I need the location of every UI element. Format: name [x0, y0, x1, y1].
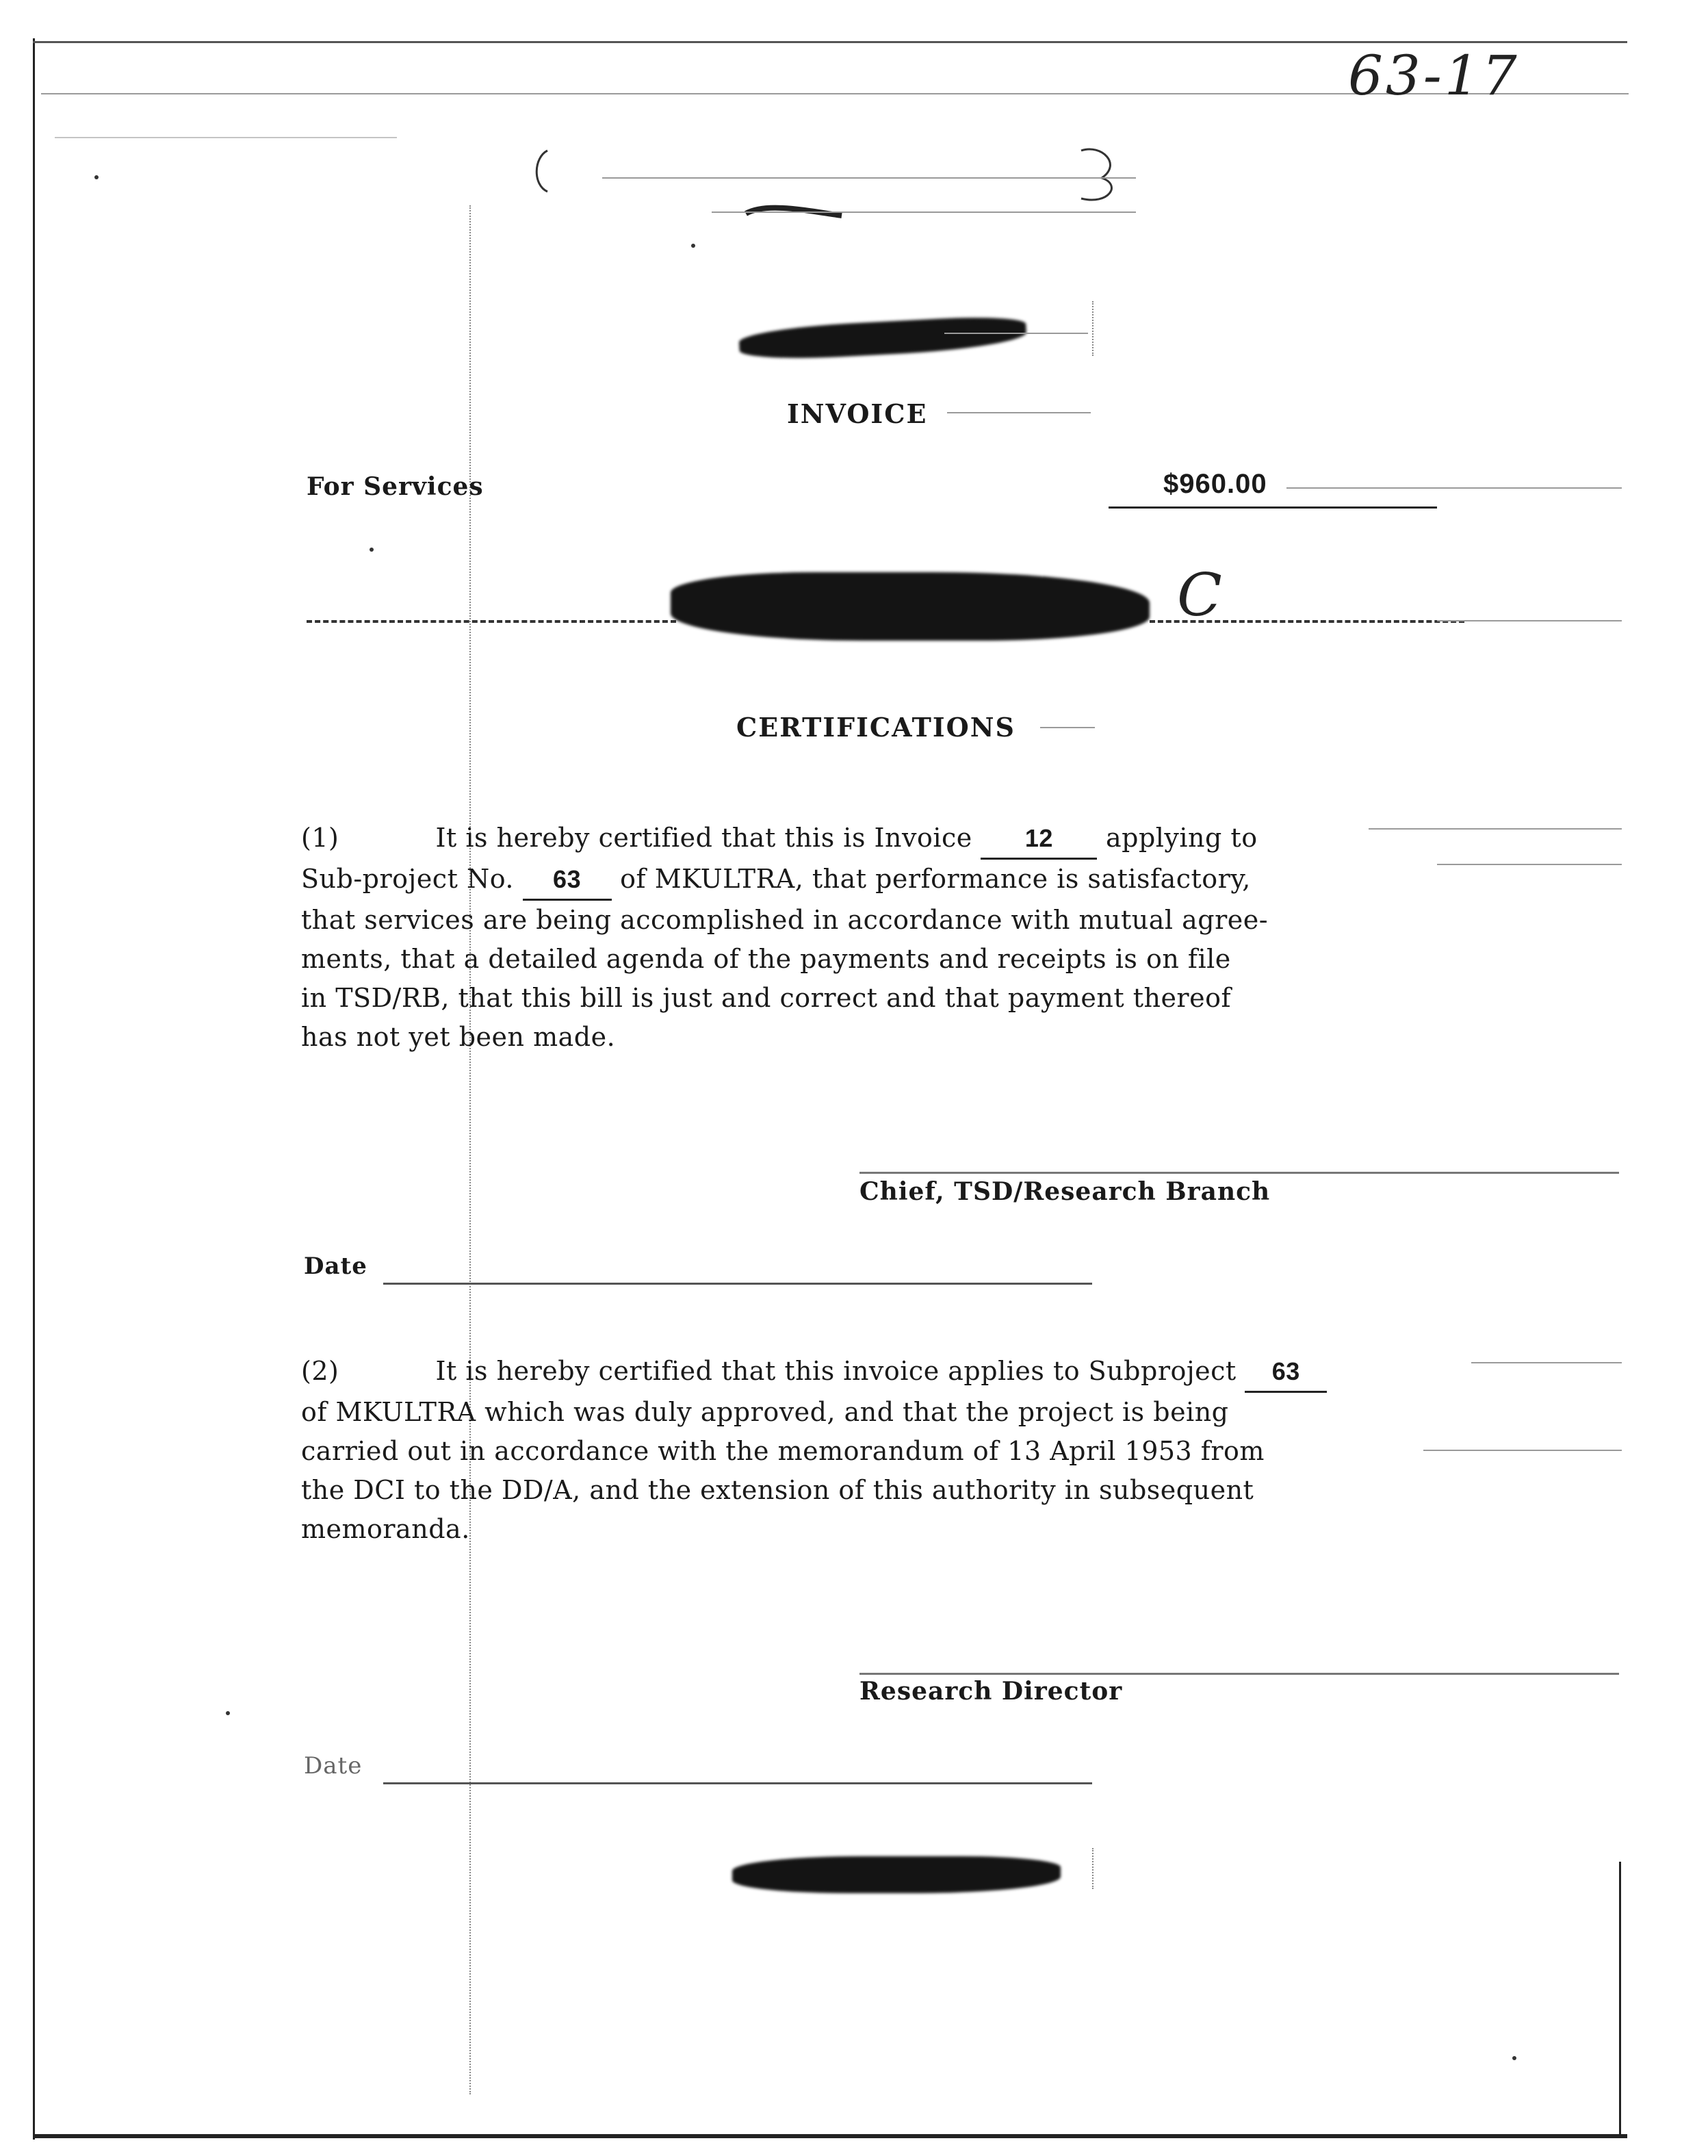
- top-border: [33, 41, 1627, 43]
- scan-line: [947, 412, 1091, 413]
- cert1-line-3: that services are being accomplished in accordance with mutual agree-: [301, 905, 1269, 935]
- date-line-1: [383, 1283, 1092, 1285]
- certification-1: [301, 819, 1464, 1057]
- certifications-heading: CERTIFICATIONS: [736, 712, 1015, 743]
- cert1-line-5: in TSD/RB, that this bill is just and correct and that payment thereof: [301, 983, 1232, 1013]
- cert1-line-6: has not yet been made.: [301, 1022, 616, 1052]
- scan-scribble-marks: [520, 137, 1136, 260]
- scan-speck: [94, 175, 99, 179]
- left-border: [33, 38, 35, 2140]
- cert1-line-2: [301, 860, 1464, 901]
- amount-underline: [1109, 506, 1437, 509]
- signature-1-title: Chief, TSD/Research Branch: [859, 1177, 1271, 1206]
- certification-2: [301, 1352, 1464, 1549]
- cert2-line-4: the DCI to the DD/A, and the extension of this authority in subsequent: [301, 1475, 1254, 1505]
- scan-line: [1286, 487, 1622, 489]
- cert1-text: It is hereby certified that this is Invoice: [435, 823, 972, 853]
- cert1-number: (1): [301, 823, 339, 853]
- cert1-subproject-number: 63: [523, 860, 612, 901]
- cert1-text: applying to: [1105, 823, 1258, 853]
- redaction-block: [671, 572, 1150, 641]
- cert2-line-2: of MKULTRA which was duly approved, and that the project is being: [301, 1397, 1229, 1427]
- bottom-border: [33, 2134, 1627, 2138]
- separator-dashes-left: [307, 620, 676, 623]
- cert2-line-5: memoranda.: [301, 1514, 470, 1544]
- scan-line: [1471, 1362, 1622, 1363]
- scan-speck: [1512, 2056, 1516, 2060]
- scan-line: [55, 137, 397, 138]
- scan-speck: [226, 1711, 230, 1715]
- scan-guide: [1092, 1848, 1094, 1889]
- cert1-invoice-number: 12: [981, 819, 1097, 860]
- cert1-text: Sub-project No.: [301, 864, 514, 894]
- scan-speck: [370, 548, 374, 552]
- signature-line-2: [859, 1673, 1619, 1675]
- cert1-line-4: ments, that a detailed agenda of the payments and receipts is on file: [301, 944, 1231, 974]
- invoice-title: INVOICE: [787, 398, 928, 429]
- scan-guide: [1092, 301, 1094, 356]
- cert2-line-1: [301, 1352, 1464, 1393]
- date-label-2: Date: [304, 1752, 363, 1780]
- cert2-subproject-number: 63: [1245, 1352, 1327, 1393]
- scan-line: [1437, 864, 1622, 865]
- handwritten-file-number: 63-17: [1348, 44, 1520, 107]
- date-line-2: [383, 1782, 1092, 1784]
- cert2-number: (2): [301, 1356, 339, 1386]
- separator-dashes-right: [1150, 620, 1464, 623]
- scan-line: [944, 333, 1088, 334]
- services-label: For Services: [307, 472, 484, 501]
- cert1-line-1: [301, 819, 1464, 860]
- redaction-block: [732, 1856, 1061, 1893]
- right-border-fragment: [1619, 1862, 1621, 2135]
- signature-line-1: [859, 1172, 1619, 1174]
- redaction-block: [738, 314, 1027, 362]
- scan-line: [1423, 1450, 1622, 1451]
- cert2-text: It is hereby certified that this invoice applies to Subproject: [435, 1356, 1237, 1386]
- cert2-line-3: carried out in accordance with the memorandum of 13 April 1953 from: [301, 1436, 1265, 1466]
- date-label-1: Date: [304, 1253, 367, 1280]
- invoice-amount: $960.00: [1163, 469, 1267, 499]
- scan-line: [1437, 620, 1622, 621]
- handwritten-mark: C: [1177, 561, 1222, 630]
- scan-speck: [691, 244, 695, 248]
- scan-line: [1369, 828, 1622, 830]
- cert1-text: of MKULTRA, that performance is satisfactory,: [620, 864, 1251, 894]
- signature-2-title: Research Director: [859, 1677, 1123, 1706]
- scan-line: [1040, 727, 1095, 728]
